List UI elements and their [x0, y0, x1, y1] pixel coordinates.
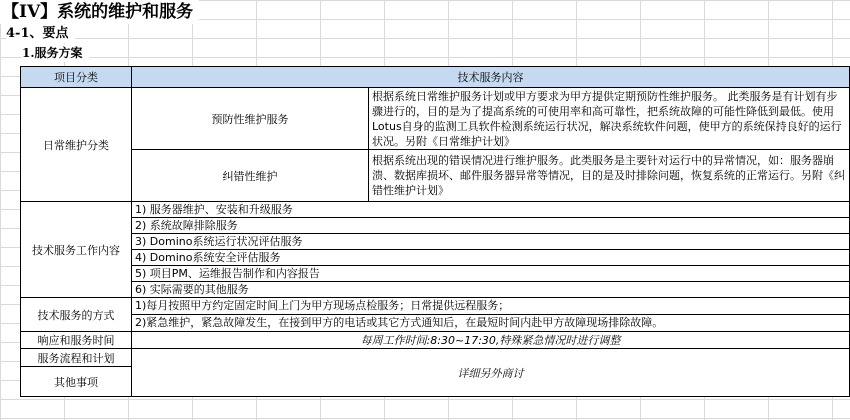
header-content: 技术服务内容 [132, 67, 850, 88]
tech-work-item: 5) 项目PM、运维报告制作和内容报告 [132, 266, 850, 282]
preventive-maintenance-desc: 根据系统日常维护服务计划或甲方要求为甲方提供定期预防性维护服务。 此类服务是有计划有步骤进行的，目的是为了提高系统的可使用率和高可靠性，把系统故障的可能性降低到最低。使用Lotus自身的监测工具软件检测系统运行状况，解决系统软件问题，使甲方的系统保持良好的运行状况。另附《日常维护计划》 [369, 88, 850, 150]
corrective-maintenance-desc: 根据系统出现的错误情况进行维护服务。此类服务是主要针对运行中的异常情况，如：服务器崩溃、数据库损坏、邮件服务器异常等情况，目的是及时排除问题，恢复系统的正常运行。另附《纠错性维护计划》 [369, 150, 850, 202]
tech-work-item: 4) Domino系统安全评估服务 [132, 250, 850, 266]
section-heading: 4-1、要点 [6, 25, 75, 43]
table-row-response [21, 332, 850, 349]
other-items-label: 其他事项 [21, 367, 132, 397]
response-time-label: 响应和服务时间 [21, 332, 132, 349]
tech-work-item: 3) Domino系统运行状况评估服务 [132, 234, 850, 250]
header-row [21, 67, 850, 88]
table-row-flow [21, 349, 850, 367]
tech-way-label: 技术服务的方式 [21, 298, 132, 332]
subsection-heading: 1.服务方案 [22, 44, 89, 62]
response-time-value: 每周工作时间:8:30~17:30,特殊紧急情况时进行调整 [132, 332, 850, 349]
table-row-corrective [21, 150, 850, 202]
tech-work-label: 技术服务工作内容 [21, 202, 132, 298]
page-title: 【IV】系统的维护和服务 [0, 0, 199, 24]
table-row-tech-way [21, 298, 850, 315]
corrective-maintenance-name: 纠错性维护 [132, 150, 369, 202]
tech-way-item: 2)紧急维护，紧急故障发生，在接到甲方的电话或其它方式通知后，在最短时间内赴甲方故障现场排除故障。 [132, 315, 850, 332]
table-row-preventive [21, 88, 850, 150]
table-row-tech-work [21, 282, 850, 298]
table-row-tech-work [21, 218, 850, 234]
tech-way-item: 1)每月按照甲方约定固定时间上门为甲方现场点检服务；日常提供远程服务； [132, 298, 850, 315]
table-row-tech-work [21, 202, 850, 218]
service-plan-table [20, 66, 850, 397]
tech-work-item: 6) 实际需要的其他服务 [132, 282, 850, 298]
table-row-tech-work [21, 266, 850, 282]
service-flow-value: 详细另外商讨 [132, 349, 850, 397]
table-row-tech-way [21, 315, 850, 332]
tech-work-item: 1) 服务器维护、安装和升级服务 [132, 202, 850, 218]
table-row-tech-work [21, 234, 850, 250]
table-row-tech-work [21, 250, 850, 266]
header-category: 项目分类 [21, 67, 132, 88]
daily-maintenance-category: 日常维护分类 [21, 88, 132, 202]
service-flow-label: 服务流程和计划 [21, 349, 132, 367]
preventive-maintenance-name: 预防性维护服务 [132, 88, 369, 150]
tech-work-item: 2) 系统故障排除服务 [132, 218, 850, 234]
